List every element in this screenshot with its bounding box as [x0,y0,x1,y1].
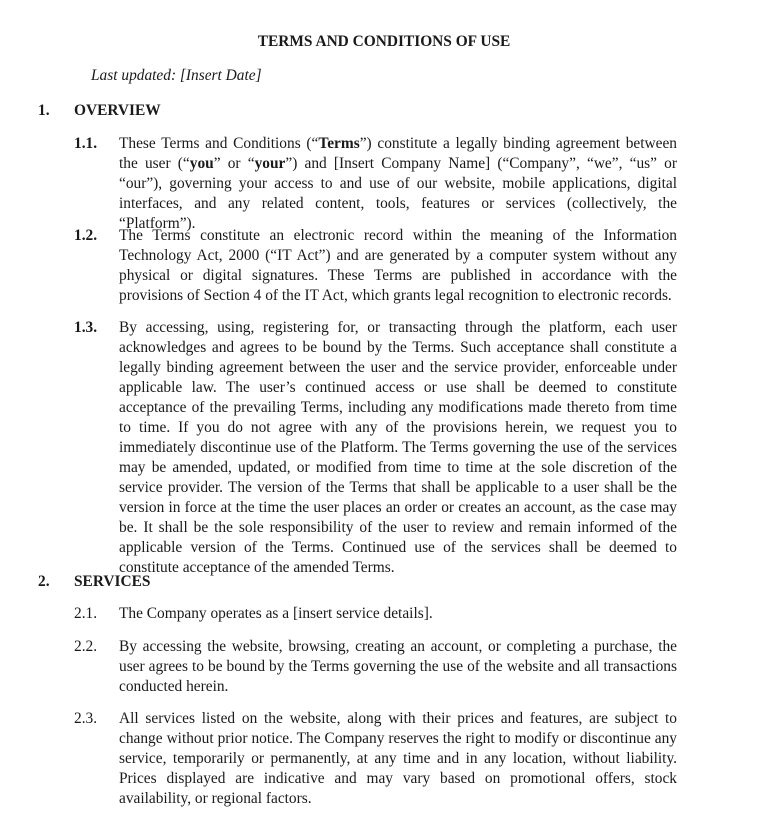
defined-term-your: your [254,155,286,172]
section-heading-overview [0,101,768,121]
clause-text: The Company operates as a [insert service details]. [119,605,433,622]
clause-text: By accessing, using, registering for, or transacting through the platform, each user acknowledges and agrees to be bound by the Terms. Such acceptance shall constitute a legally binding agreement between the user and the service provider, enforceable under applicable law. The user’s continued access or use shall be deemed to constitute acceptance of the prevailing Terms, including any modifications made thereto from time to time. If you do not agree with any of the provisions herein, we request you to immediately discontinue use of the Platform. The Terms governing the use of the services may be amended, updated, or modified from time to time at the sole discretion of the service provider. The version of the Terms that shall be applicable to a user shall be the version in force at the time the user places an order or creates an account, as the case may be. It shall be the sole responsibility of the user to review and remain informed of the applicable version of the Terms. Continued use of the services shall be deemed to constitute acceptance of the amended Terms. [119,319,677,576]
clause-number: 1.1. [74,135,98,152]
clause-number: 1.3. [74,319,98,336]
clause-text: All services listed on the website, along with their prices and features, are subject to change without prior notice. The Company reserves the right to modify or discontinue any service, temporarily or permanently, at any time and in any location, without liability. Prices displayed are indicative and may vary based on promotional offers, stock availability, or regional factors. [119,710,677,807]
section-heading-services [0,572,768,592]
section-title: OVERVIEW [74,102,161,119]
section-number: 2. [38,573,50,590]
section-title: SERVICES [74,573,151,590]
clause-text: These Terms and Conditions (“Terms”) constitute a legally binding agreement between the user (“you” or “your”) and [Insert Company Name] (“Company”, “we”, “us” or “our”), governing your access to and use of our website, mobile applications, digital interfaces, and any related content, tools, features or services (collectively, the “Platform”). [119,135,677,232]
clause-number: 2.2. [74,638,98,655]
clause-text: By accessing the website, browsing, creating an account, or completing a purchase, the user agrees to be bound by the Terms governing the use of the website and all transactions conducted herein. [119,638,677,695]
clause-number: 2.3. [74,710,98,727]
section-number: 1. [38,102,50,119]
defined-term-terms: Terms [318,135,360,152]
clause-number: 1.2. [74,227,98,244]
clause-number: 2.1. [74,605,98,622]
defined-term-you: you [189,155,214,172]
document-title: TERMS AND CONDITIONS OF USE [257,33,511,50]
last-updated-date: Last updated: [Insert Date] [91,67,262,84]
clause-text: The Terms constitute an electronic record within the meaning of the Information Technology Act, 2000 (“IT Act”) and are generated by a computer system without any physical or digital signatures. These Terms are published in accordance with the provisions of Section 4 of the IT Act, which grants legal recognition to electronic records. [119,227,677,304]
